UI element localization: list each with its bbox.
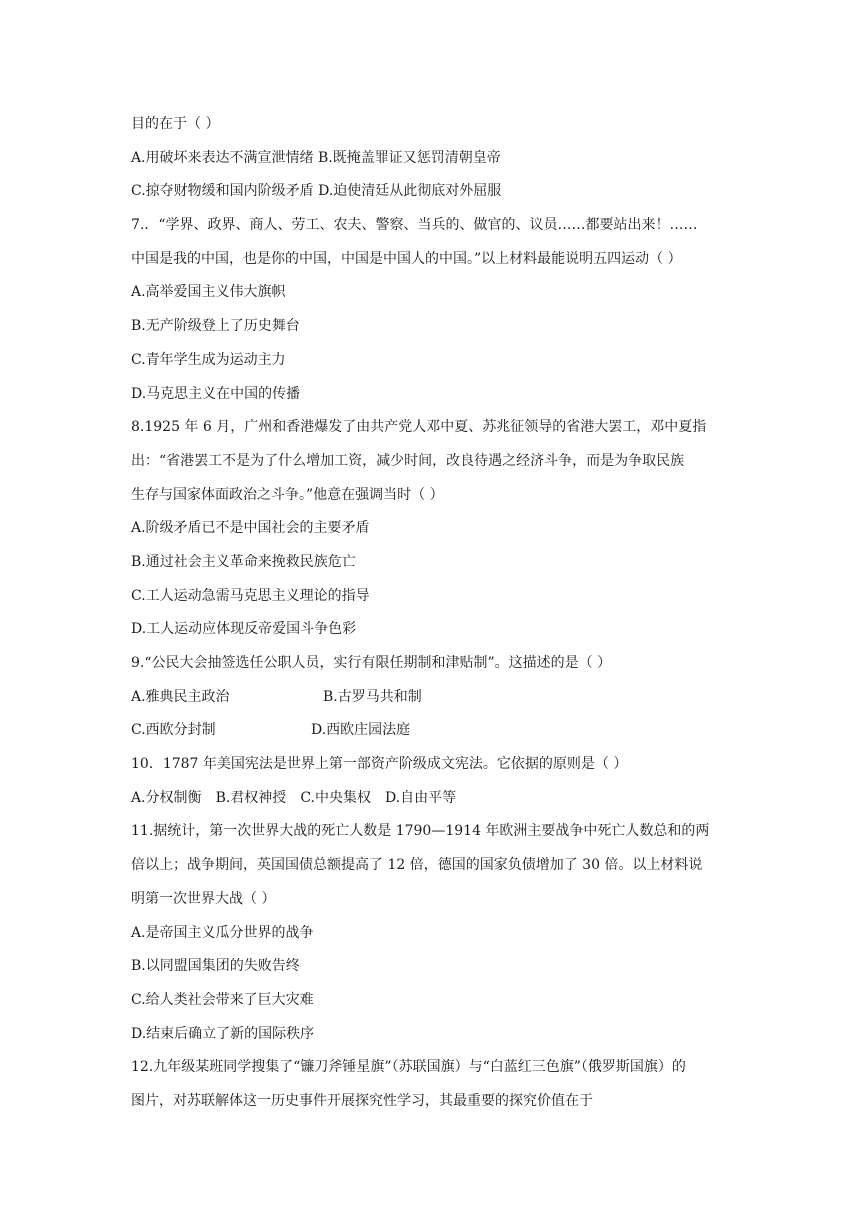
- question-9-option-a: A.雅典民主政治: [131, 688, 230, 705]
- question-11-option-d: D.结束后确立了新的国际秩序: [131, 1025, 315, 1042]
- question-9-options-ab: [131, 681, 731, 715]
- question-8-stem-line-1: 8.1925 年 6 月，广州和香港爆发了由共产党人邓中夏、苏兆征领导的省港大罢工，邓中夏指: [131, 419, 707, 436]
- question-12-stem-line-2: 图片，对苏联解体这一历史事件开展探究性学习，其最重要的探究价值在于: [131, 1092, 593, 1109]
- question-9-option-d: D.西欧庄园法庭: [311, 722, 411, 739]
- question-6-options-cd: C.掠夺财物缓和国内阶级矛盾 D.迫使清廷从此彻底对外屈服: [131, 183, 502, 200]
- exam-page: [131, 108, 731, 1119]
- question-7-option-a: A.高举爱国主义伟大旗帜: [131, 284, 286, 301]
- question-11-stem-line-1: 11.据统计，第一次世界大战的死亡人数是 1790—1914 年欧洲主要战争中死亡人数总和的两: [131, 823, 710, 840]
- question-11-stem-line-3: 明第一次世界大战（ ）: [131, 890, 276, 907]
- question-6-stem-tail: 目的在于（ ）: [131, 116, 220, 132]
- question-9-options-cd: [131, 714, 731, 748]
- question-8-option-c: C.工人运动急需马克思主义理论的指导: [131, 587, 370, 604]
- question-6-options-ab: A.用破坏来表达不满宣泄情绪 B.既掩盖罪证又惩罚清朝皇帝: [131, 149, 501, 166]
- question-9-option-c: C.西欧分封制: [131, 722, 216, 739]
- question-7-option-c: C.青年学生成为运动主力: [131, 351, 286, 368]
- question-8-option-b: B.通过社会主义革命来挽救民族危亡: [131, 553, 356, 570]
- question-11-option-a: A.是帝国主义瓜分世界的战争: [131, 924, 314, 941]
- question-11-stem-line-2: 倍以上；战争期间，英国国债总额提高了 12 倍，德国的国家负债增加了 30 倍。以上材料说: [131, 857, 703, 874]
- question-12-stem-line-1: 12.九年级某班同学搜集了“镰刀斧锤星旗”（苏联国旗）与“白蓝红三色旗”（俄罗斯国旗）的: [131, 1059, 686, 1076]
- question-8-option-a: A.阶级矛盾已不是中国社会的主要矛盾: [131, 520, 370, 537]
- question-10-option-b: B.君权神授: [215, 789, 287, 806]
- question-10-option-d: D.自由平等: [384, 789, 457, 806]
- question-11-option-c: C.给人类社会带来了巨大灾难: [131, 991, 314, 1008]
- question-7-stem-line-1: 7.．“学界、政界、商人、劳工、农夫、警察、当兵的、做官的、议员……都要站出来！……: [131, 217, 698, 234]
- question-9-stem: 9.“公民大会抽签选任公职人员，实行有限任期制和津贴制”。这描述的是（ ）: [131, 655, 612, 671]
- question-9-option-b: B.古罗马共和制: [323, 688, 422, 705]
- question-10-options: [131, 782, 731, 816]
- question-10-stem: 10．1787 年美国宪法是世界上第一部资产阶级成文宪法。它依据的原则是（ ）: [131, 756, 628, 773]
- question-7-option-b: B.无产阶级登上了历史舞台: [131, 318, 300, 335]
- question-10-option-a: A.分权制衡: [131, 789, 202, 806]
- question-10-option-c: C.中央集权: [300, 789, 371, 806]
- question-7-stem-line-2: 中国是我的中国，也是你的中国，中国是中国人的中国。”以上材料最能说明五四运动（ ）: [131, 250, 682, 267]
- question-8-stem-line-2: 出：“省港罢工不是为了什么增加工资，减少时间，改良待遇之经济斗争，而是为争取民族: [131, 452, 685, 469]
- question-11-option-b: B.以同盟国集团的失败告终: [131, 958, 300, 975]
- question-8-option-d: D.工人运动应体现反帝爱国斗争色彩: [131, 621, 357, 638]
- question-8-stem-line-3: 生存与国家体面政治之斗争。”他意在强调当时（ ）: [131, 486, 444, 503]
- question-7-option-d: D.马克思主义在中国的传播: [131, 385, 301, 402]
